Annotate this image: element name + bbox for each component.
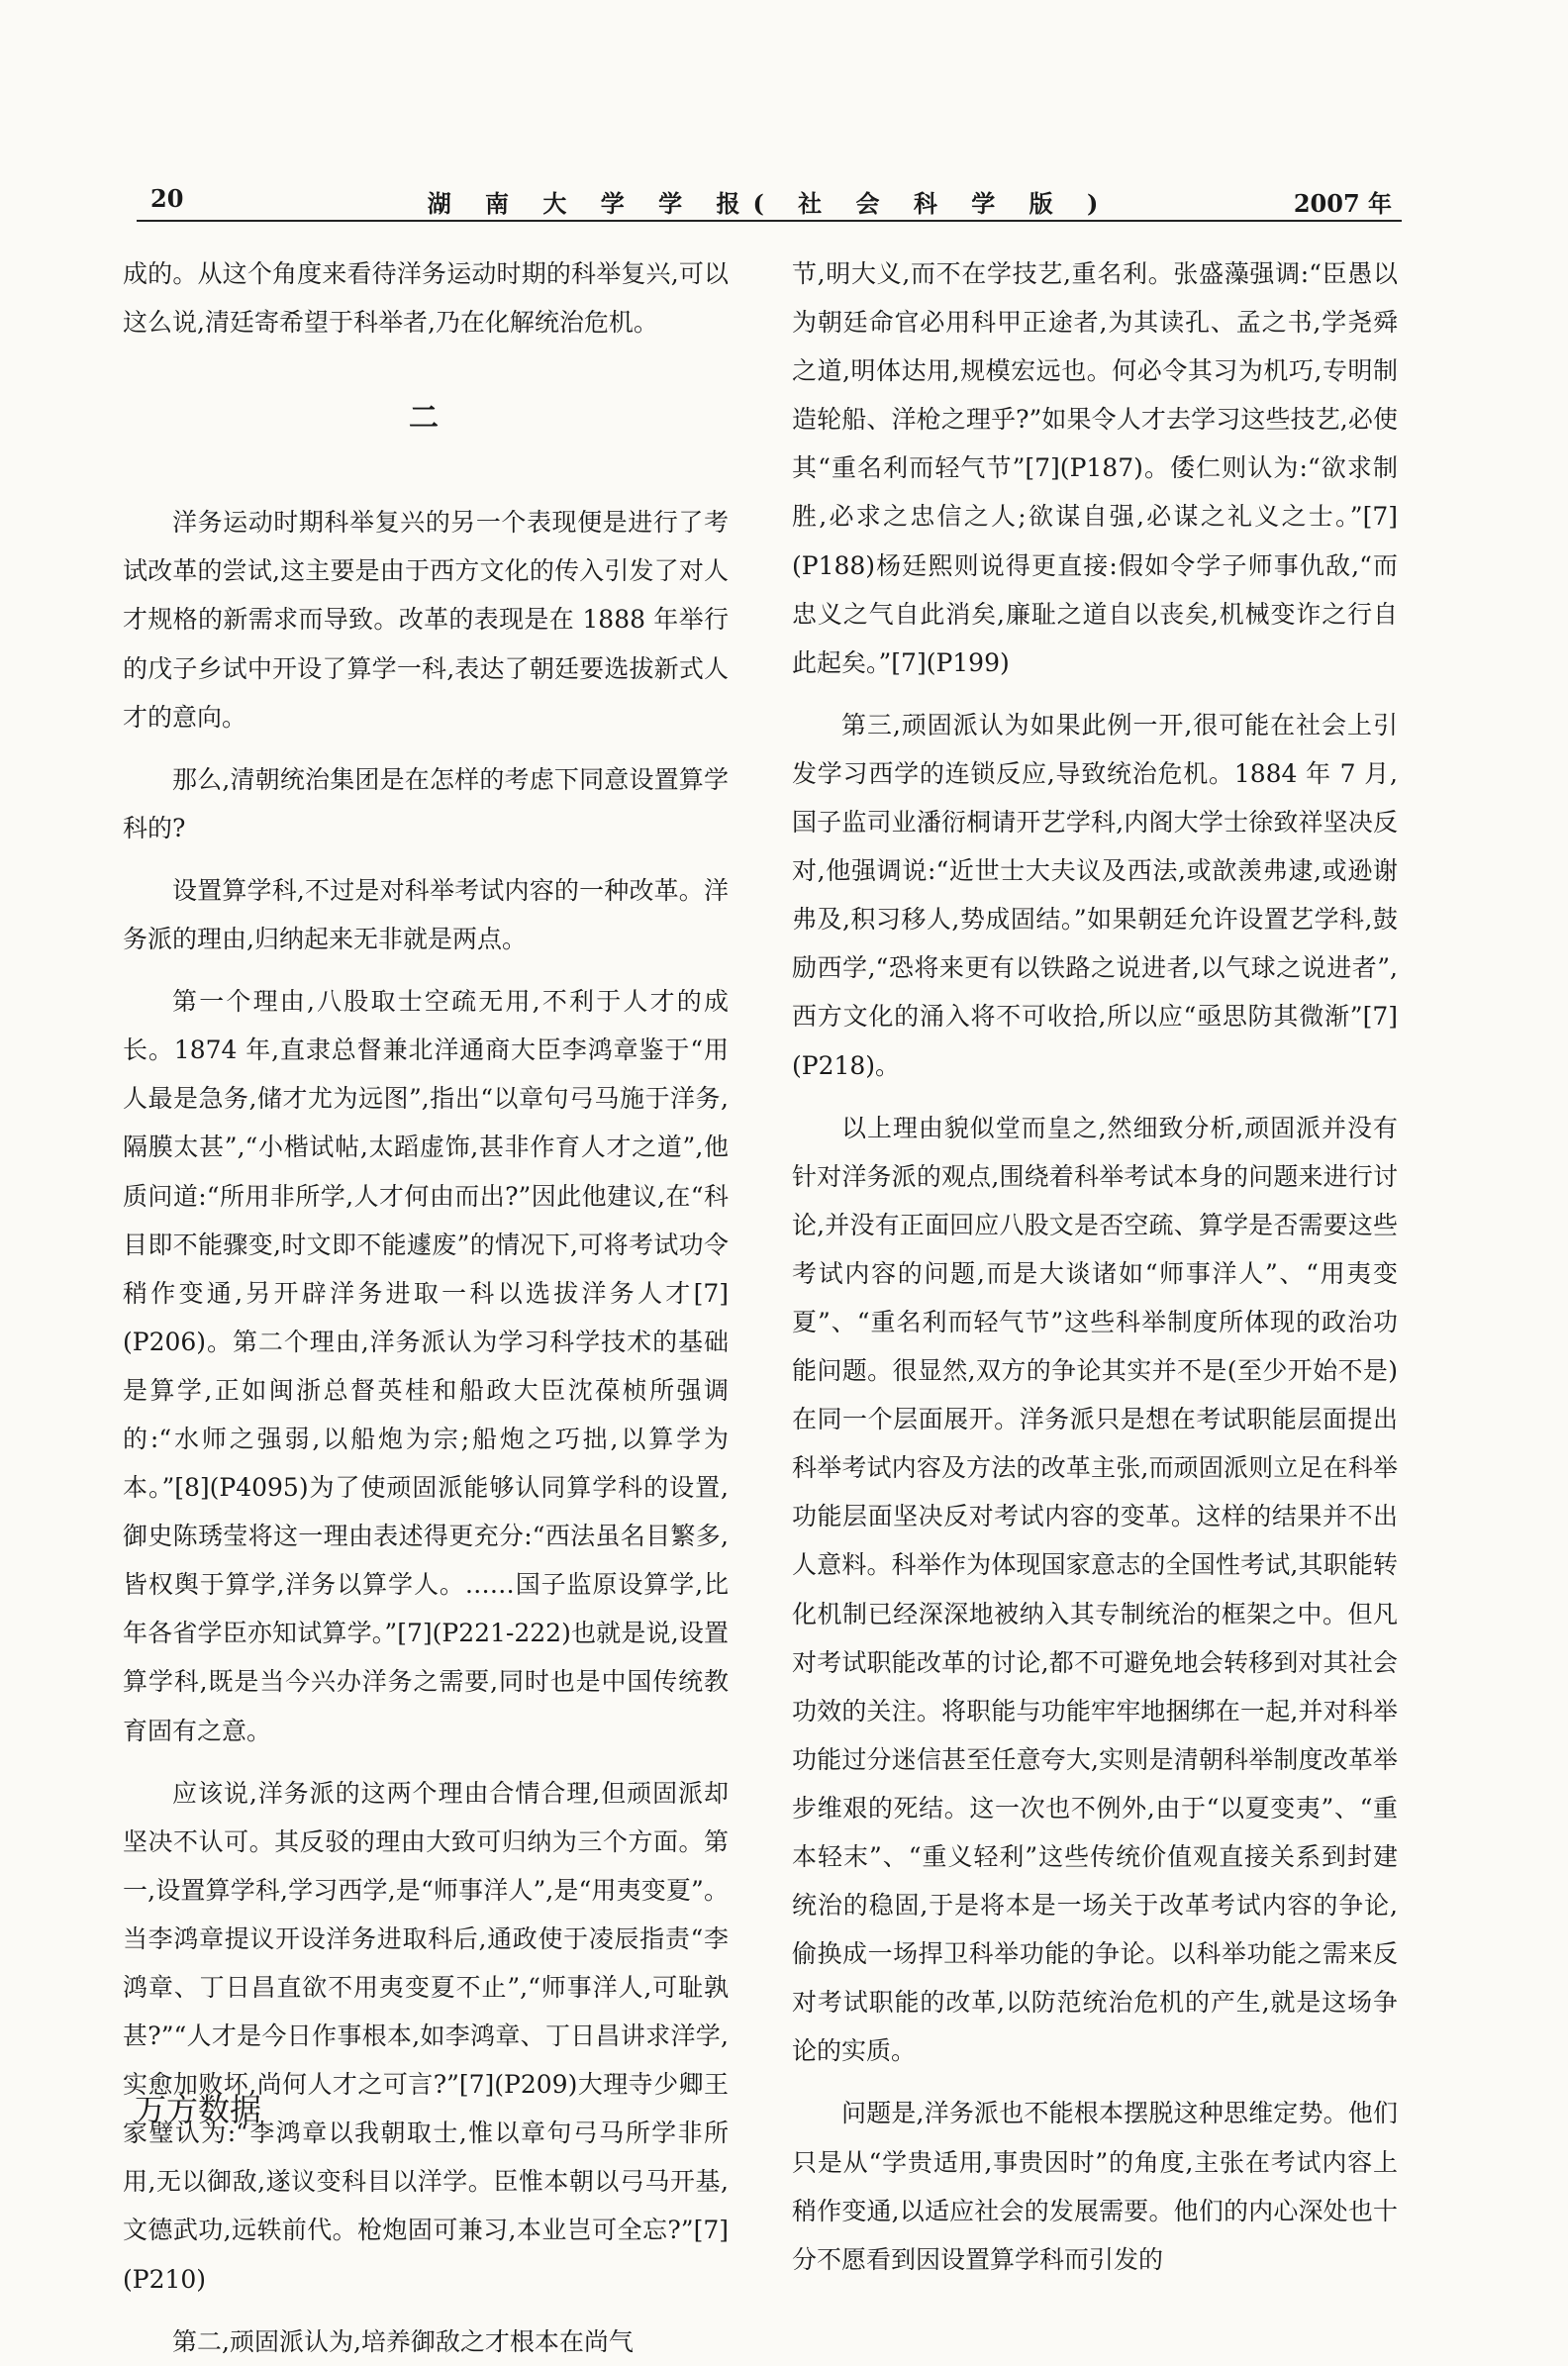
running-header bbox=[137, 184, 1402, 222]
journal-title: 湖 南 大 学 学 报( 社 会 科 学 版 ) bbox=[427, 189, 1112, 218]
paragraph: 第二,顽固派认为,培养御敌之才根本在尚气 bbox=[172, 2326, 634, 2356]
left-column bbox=[123, 249, 729, 2366]
paragraph: 以上理由貌似堂而皇之,然细致分析,顽固派并没有针对洋务派的观点,围绕着科举考试本身的问题来进行讨论,并没有正面回应八股文是否空疏、算学是否需要这些考试内容的问题,而是大谈诸如“师事洋人”、“用夷变夏”、“重名利而轻气节”这些科举制度所体现的政治功能问题。很显然,双方的争论其实并不是(至少开始不是)在同一个层面展开。洋务派只是想在考试职能层面提出科举考试内容及方法的改革主张,而顽固派则立足在科举功能层面坚决反对考试内容的变革。这样的结果并不出人意料。科举作为体现国家意志的全国性考试,其职能转化机制已经深深地被纳入其专制统治的框架之中。但凡对考试职能改革的讨论,都不可避免地会转移到对其社会功效的关注。将职能与功能牢牢地捆绑在一起,并对科举功能过分迷信甚至任意夸大,实则是清朝科举制度改革举步维艰的死结。这一次也不例外,由于“以夏变夷”、“重本轻末”、“重义轻利”这些传统价值观直接关系到封建统治的稳固,于是将本是一场关于改革考试内容的争论,偷换成一场捍卫科举功能的争论。以科举功能之需来反对考试职能的改革,以防范统治危机的产生,就是这场争论的实质。 bbox=[792, 1113, 1398, 2066]
paragraph: 问题是,洋务派也不能根本摆脱这种思维定势。他们只是从“学贵适用,事贵因时”的角度,主张在考试内容上稍作变通,以适应社会的发展需要。他们的内心深处也十分不愿看到因设置算学科而引发的 bbox=[792, 2099, 1398, 2274]
paragraph: 那么,清朝统治集团是在怎样的考虑下同意设置算学科的? bbox=[123, 764, 729, 842]
paragraph: 第三,顽固派认为如果此例一开,很可能在社会上引发学习西学的连锁反应,导致统治危机。1884 年 7 月,国子监司业潘衍桐请开艺学科,内阁大学士徐致祥坚决反对,他强调说:“近世士大夫议及西法,或歆羡弗逮,或逊谢弗及,积习移人,势成固结。”如果朝廷允许设置艺学科,鼓励西学,“恐将来更有以铁路之说进者,以气球之说进者”,西方文化的涌入将不可收拾,所以应“亟思防其微渐”[7](P218)。 bbox=[792, 710, 1398, 1080]
paragraph: 第一个理由,八股取士空疏无用,不利于人才的成长。1874 年,直隶总督兼北洋通商大臣李鸿章鉴于“用人最是急务,储才尤为远图”,指出“以章句弓马施于洋务,隔膜太甚”,“小楷试帖,太蹈虚饰,甚非作育人才之道”,他质问道:“所用非所学,人才何由而出?”因此他建议,在“科目即不能骤变,时文即不能遽废”的情况下,可将考试功令稍作变通,另开辟洋务进取一科以选拔洋务人才[7](P206)。第二个理由,洋务派认为学习科学技术的基础是算学,正如闽浙总督英桂和船政大臣沈葆桢所强调的:“水师之强弱,以船炮为宗;船炮之巧拙,以算学为本。”[8](P4095)为了使顽固派能够认同算学科的设置,御史陈琇莹将这一理由表述得更充分:“西法虽名目繁多,皆权舆于算学,洋务以算学人。……国子监原设算学,比年各省学臣亦知试算学。”[7](P221-222)也就是说,设置算学科,既是当今兴办洋务之需要,同时也是中国传统教育固有之意。 bbox=[123, 987, 729, 1745]
paragraph: 应该说,洋务派的这两个理由合情合理,但顽固派却坚决不认可。其反驳的理由大致可归纳为三个方面。第一,设置算学科,学习西学,是“师事洋人”,是“用夷变夏”。当李鸿章提议开设洋务进取科后,通政使于凌辰指责“李鸿章、丁日昌直欲不用夷变夏不止”,“师事洋人,可耻孰甚?”“人才是今日作事根本,如李鸿章、丁日昌讲求洋学,实愈加败坏,尚何人才之可言?”[7](P209)大理寺少卿王家璧认为:“李鸿章以我朝取士,惟以章句弓马所学非所用,无以御敌,遂议变科目以洋学。臣惟本朝以弓马开基,文德武功,远轶前代。枪炮固可兼习,本业岂可全忘?”[7](P210) bbox=[123, 1778, 729, 2294]
page-number: 20 bbox=[150, 184, 184, 213]
right-column bbox=[792, 249, 1398, 2284]
paragraph: 成的。从这个角度来看待洋务运动时期的科举复兴,可以这么说,清廷寄希望于科举者,乃在化解统治危机。 bbox=[123, 259, 729, 338]
publication-year: 2007 年 bbox=[1293, 189, 1392, 218]
paragraph: 设置算学科,不过是对科举考试内容的一种改革。洋务派的理由,归纳起来无非就是两点。 bbox=[123, 875, 729, 954]
section-heading: 二 bbox=[409, 401, 442, 437]
paragraph: 洋务运动时期科举复兴的另一个表现便是进行了考试改革的尝试,这主要是由于西方文化的传入引发了对人才规格的新需求而导致。改革的表现是在 1888 年举行的戊子乡试中开设了算学一科,表达了朝廷要选拔新式人才的意向。 bbox=[123, 508, 729, 732]
paragraph: 节,明大义,而不在学技艺,重名利。张盛藻强调:“臣愚以为朝廷命官必用科甲正途者,为其读孔、孟之书,学尧舜之道,明体达用,规模宏远也。何必令其习为机巧,专明制造轮船、洋枪之理乎?”如果令人才去学习这些技艺,必使其“重名利而轻气节”[7](P187)。倭仁则认为:“欲求制胜,必求之忠信之人;欲谋自强,必谋之礼义之士。”[7](P188)杨廷熙则说得更直接:假如令学子师事仇敌,“而忠义之气自此消矣,廉耻之道自以丧矣,机械变诈之行自此起矣。”[7](P199) bbox=[792, 259, 1398, 677]
watermark-text: 万方数据 bbox=[135, 2091, 262, 2128]
